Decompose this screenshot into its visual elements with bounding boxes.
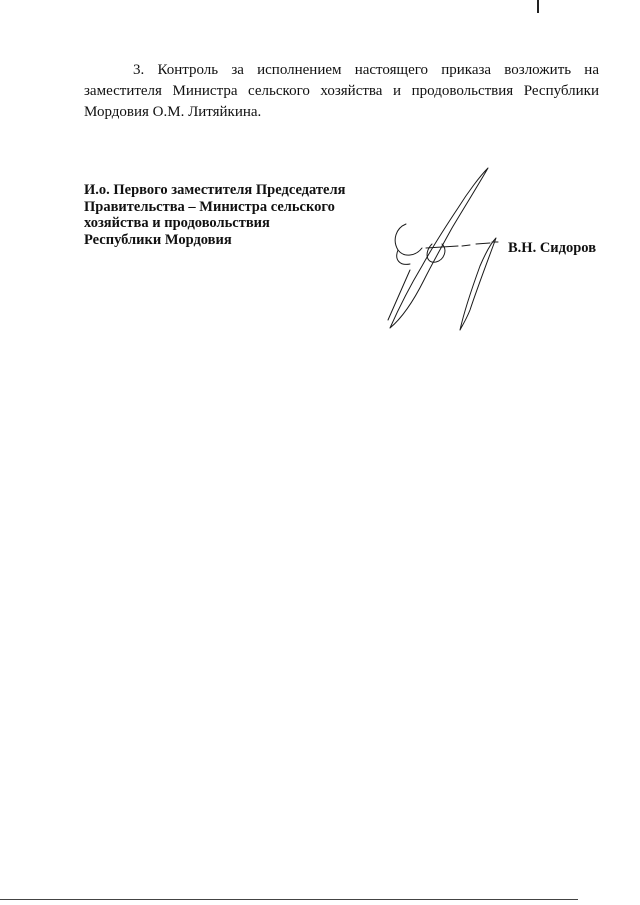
signer-position-line: Республики Мордовия — [84, 231, 232, 248]
clause-3-paragraph: 3. Контроль за исполнением настоящего приказа возложить на заместителя Министра сельского хозяйства и продовольствия Республики Мордовия О.М. Литяйкина. — [84, 62, 599, 120]
handwritten-signature — [370, 160, 510, 335]
signer-position-line: Правительства – Министра сельского — [84, 198, 335, 215]
bottom-edge-line — [0, 899, 578, 900]
page-edge-mark — [537, 0, 539, 13]
signer-name: В.Н. Сидоров — [508, 240, 597, 256]
signer-position-line: И.о. Первого заместителя Председателя — [84, 182, 346, 198]
signer-position — [84, 182, 384, 248]
signer-position-line: хозяйства и продовольствия — [84, 215, 270, 231]
